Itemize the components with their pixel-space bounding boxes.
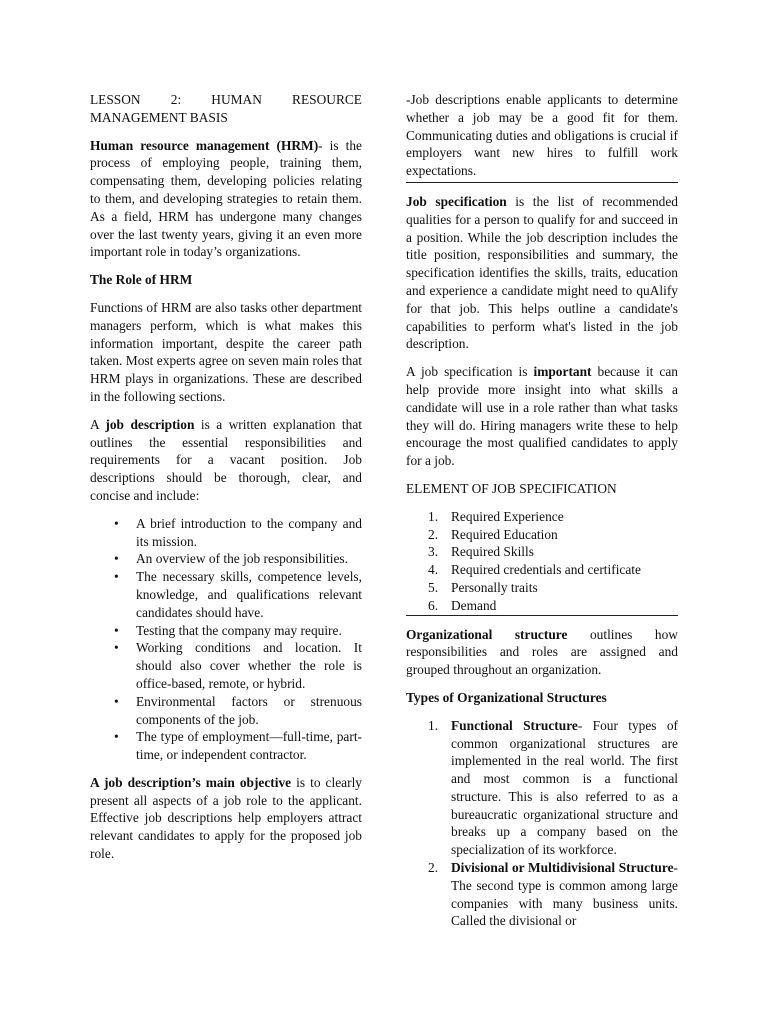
list-number: 5. [428,579,439,595]
list-item [406,597,678,615]
bullet-item: • An overview of the job responsibilities. [90,550,362,568]
important-text: because it can help provide more insight into what skills a candidate will use in a role rather than what tasks they will do. Hiring managers write these to help encourage the most qualified candidates to apply for a job. [406,364,678,469]
hrm-definition-paragraph [90,137,362,262]
important-pre: A job specification is [406,364,534,380]
bullet-item: • Testing that the company may require. [90,622,362,640]
list-number: 1. [428,508,439,524]
job-description-term: job description [105,416,195,432]
list-item [406,543,678,561]
bullet-item: • Working conditions and location. It should also cover whether the role is office-based, remote, or hybrid. [90,639,362,692]
main-objective-paragraph [90,774,362,863]
main-objective-text: is to clearly present all aspects of a job role to the applicant. Effective job descriptions help employers attract relevant candidates to apply for the proposed job role. [90,774,362,862]
list-item [406,508,678,526]
types-of-structures-heading [406,689,678,707]
structure-type-text: - Four types of common organizational structures are implemented in the real world. The first and most common is a functional structure. This is also referred to as a bureaucratic organizational structure and breaks up a company based on the specialization of its workforce. [451,717,678,858]
bullet-item: • The necessary skills, competence levels, knowledge, and qualifications relevant candidates should have. [90,568,362,621]
list-item-text: Required Education [451,526,558,542]
list-item [406,526,678,544]
structure-type-text: - The second type is common among large companies with many business units. Called the divisional or [451,860,678,929]
list-item [406,579,678,597]
list-number: 6. [428,597,439,613]
structure-types-list [406,717,678,931]
bullet-item: • A brief introduction to the company and its mission. [90,515,362,551]
types-of-structures-heading-text: Types of Organizational Structures [406,689,607,705]
list-item-text: Demand [451,597,497,613]
list-item [406,561,678,579]
role-of-hrm-heading [90,271,362,289]
list-item-text: Required Skills [451,544,534,560]
element-of-job-specification-heading: ELEMENT OF JOB SPECIFICATION [406,480,617,496]
hrm-definition-text: - is the process of employing people, training them, compensating them, developing policies relating to them, and developing strategies to retain them. As a field, HRM has undergone many changes over the last twenty years, giving it an even more important role in today’s organizations. [90,137,362,260]
important-term: important [533,364,592,380]
bullet-item: • Environmental factors or strenuous components of the job. [90,693,362,729]
job-description-paragraph [90,416,362,505]
job-description-bullet-list [90,515,362,764]
hrm-term: Human resource management (HRM) [90,137,319,153]
list-number: 3. [428,544,439,560]
list-item-text: Required Experience [451,508,564,524]
right-column [406,91,678,940]
structure-type-term: Divisional or Multidivisional Structure [451,860,674,876]
list-item [406,717,678,859]
organizational-structure-text: outlines how responsibilities and roles are assigned and grouped throughout an organization. [406,626,678,678]
job-description-pre: A [90,416,106,432]
lesson-title: LESSON 2: HUMAN RESOURCE MANAGEMENT BASIS [90,92,362,125]
role-of-hrm-heading-text: The Role of HRM [90,272,193,288]
bullet-item: • The type of employment—full-time, part-time, or independent contractor. [90,728,362,764]
list-number: 2. [428,860,439,876]
job-specification-elements-list [406,508,678,616]
list-item [406,859,678,930]
job-spec-important-paragraph [406,363,678,470]
list-number: 2. [428,526,439,542]
role-of-hrm-paragraph: Functions of HRM are also tasks other department managers perform, which is what makes this information important, despite the career path taken. Most experts agree on seven main roles that HRM plays in organizations. These are described in the following sections. [90,299,362,404]
main-objective-term: A job description’s main objective [90,774,292,790]
list-item-text: Required credentials and certificate [451,562,641,578]
list-number: 1. [428,717,439,733]
job-description-text: is a written explanation that outlines the essential responsibilities and requirements for a vacant position. Job descriptions should be thorough, clear, and concise and include: [90,416,363,503]
left-column [90,91,362,873]
job-specification-text: is the list of recommended qualities for a person to qualify for and succeed in a position. While the job description includes the title position, responsibilities and summary, the specification identifies the skills, traits, education and experience a candidate might need to quAlify for that job. This helps outline a candidate's capabilities to perform what's listed in the job description. [406,193,678,352]
job-description-intro-paragraph: -Job descriptions enable applicants to determine whether a job may be a good fit for them. Communicating duties and obligations is crucial if employers want new hires to fulfill work expectations. [406,91,678,183]
job-specification-term: Job specification [406,193,507,209]
list-item-text: Personally traits [451,579,538,595]
structure-type-term: Functional Structure [451,717,578,733]
organizational-structure-term: Organizational structure [406,626,568,642]
list-number: 4. [428,562,439,578]
job-specification-paragraph [406,193,678,353]
organizational-structure-paragraph [406,626,678,679]
